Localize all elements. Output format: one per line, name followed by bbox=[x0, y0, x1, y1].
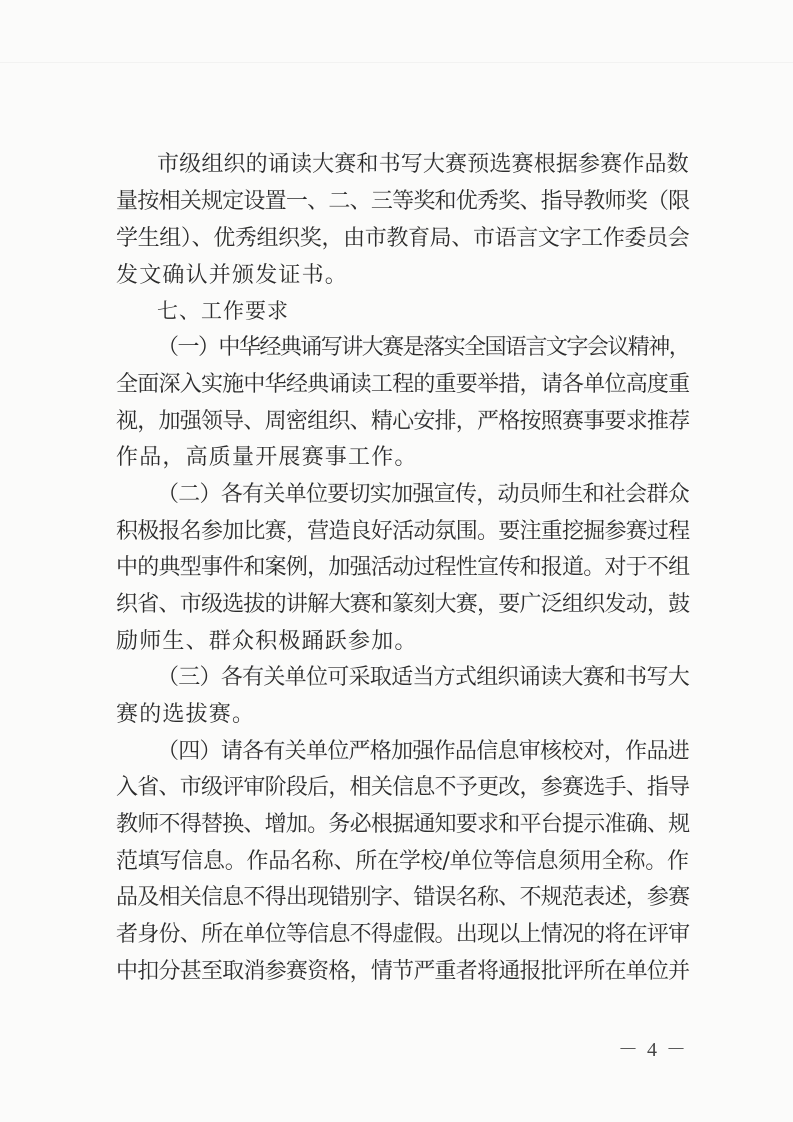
text-line: 视，加强领导、周密组织、精心安排，严格按照赛事要求推荐 bbox=[116, 409, 690, 434]
text-line: 品及相关信息不得出现错别字、错误名称、不规范表述，参赛 bbox=[116, 885, 690, 910]
text-line: 发文确认并颁发证书。 bbox=[116, 263, 349, 288]
text-line: 作品，高质量开展赛事工作。 bbox=[116, 445, 418, 470]
text-line: 励师生、群众积极踊跃参加。 bbox=[116, 629, 418, 654]
text-line: 积极报名参加比赛，营造良好活动氛围。要注重挖掘参赛过程 bbox=[116, 519, 690, 544]
text-line: 者身份、所在单位等信息不得虚假。出现以上情况的将在评审 bbox=[116, 922, 690, 947]
text-line: （三）各有关单位可采取适当方式组织诵读大赛和书写大 bbox=[157, 665, 690, 690]
text-line: 入省、市级评审阶段后，相关信息不予更改，参赛选手、指导 bbox=[116, 775, 690, 800]
text-line: （四）请各有关单位严格加强作品信息审核校对，作品进 bbox=[157, 739, 690, 764]
section-heading: 七、工作要求 bbox=[157, 299, 289, 323]
text-line: 范填写信息。作品名称、所在学校/单位等信息须用全称。作 bbox=[116, 849, 689, 874]
text-line: 中的典型事件和案例，加强活动过程性宣传和报道。对于不组 bbox=[116, 555, 690, 580]
text-line: 织省、市级选拔的讲解大赛和篆刻大赛，要广泛组织发动，鼓 bbox=[116, 592, 690, 617]
text-line: （一）中华经典诵写讲大赛是落实全国语言文字会议精神， bbox=[157, 335, 690, 360]
text-line: 量按相关规定设置一、二、三等奖和优秀奖、指导教师奖（限 bbox=[116, 189, 690, 214]
text-line: 学生组）、优秀组织奖，由市教育局、市语言文字工作委员会 bbox=[116, 226, 690, 251]
text-line: 全面深入实施中华经典诵读工程的重要举措，请各单位高度重 bbox=[116, 372, 690, 397]
page-number: － 4 － bbox=[618, 1039, 688, 1061]
text-line: （二）各有关单位要切实加强宣传，动员师生和社会群众 bbox=[157, 482, 690, 507]
text-line: 市级组织的诵读大赛和书写大赛预选赛根据参赛作品数 bbox=[157, 152, 689, 177]
text-line: 教师不得替换、增加。务必根据通知要求和平台提示准确、规 bbox=[116, 812, 690, 837]
text-line: 赛的选拔赛。 bbox=[116, 702, 256, 727]
text-line: 中扣分甚至取消参赛资格，情节严重者将通报批评所在单位并 bbox=[116, 959, 690, 984]
